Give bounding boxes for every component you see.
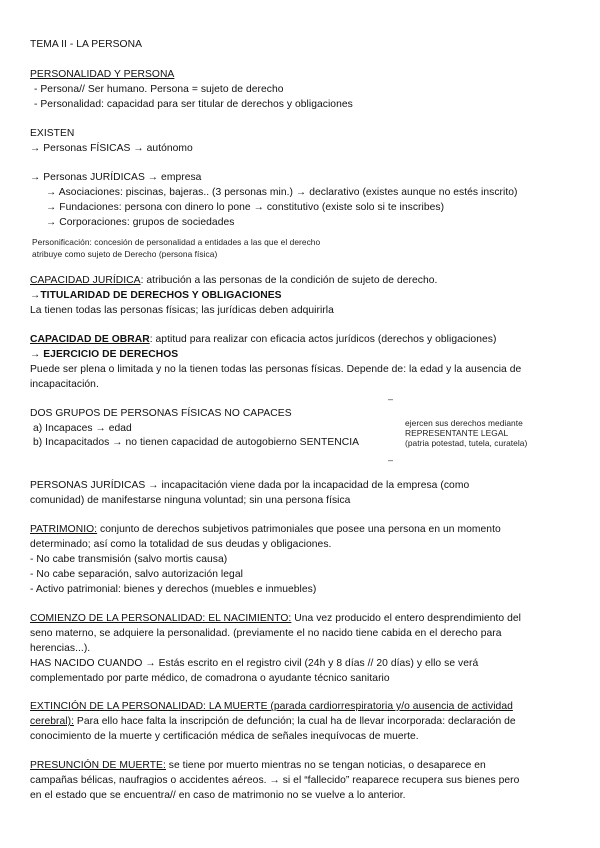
capacidad-juridica-text: : atribución a las personas de la condición de sujeto de derecho.: [140, 275, 438, 286]
extincion-detail: conocimiento de la muerte y certificación médica de señales inequívocas de muerte.: [30, 731, 419, 742]
ejercicio-line: → EJERCICIO DE DERECHOS: [30, 349, 179, 360]
personas-juridicas-incapacitacion: comunidad) de manifestarse ninguna voluntad; sin una persona física: [30, 495, 351, 506]
patrimonio-item: - No cabe separación, salvo autorización legal: [30, 569, 243, 580]
comienzo-heading: COMIENZO DE LA PERSONALIDAD: EL NACIMIENTO:: [30, 613, 292, 624]
patrimonio-heading: PATRIMONIO:: [30, 524, 98, 535]
personificacion-note: Personificación: concesión de personalidad a entidades a las que el derecho: [32, 237, 321, 247]
personas-juridicas-incapacitacion: PERSONAS JURÍDICAS → incapacitación viene dada por la incapacidad de la empresa (como: [30, 480, 470, 491]
comienzo-detail: herencias...).: [30, 643, 91, 654]
extincion-heading-cont: cerebral):: [30, 716, 74, 727]
personalidad-heading: PERSONALIDAD Y PERSONA: [30, 69, 175, 80]
personalidad-item: - Personalidad: capacidad para ser titular de derechos y obligaciones: [34, 99, 353, 110]
page-title: TEMA II - LA PERSONA: [30, 39, 143, 50]
patrimonio-detail: determinado; así como la totalidad de sus deudas y obligaciones.: [30, 539, 332, 550]
patrimonio-line: [30, 523, 501, 536]
presuncion-detail: en el estado que se encuentra// en caso de matrimonio no se vuelve a lo anterior.: [30, 790, 406, 801]
grupo-b: b) Incapacitados → no tienen capacidad de autogobierno SENTENCIA: [33, 437, 360, 448]
patrimonio-item: - Activo patrimonial: bienes y derechos (muebles e inmuebles): [30, 584, 317, 595]
representante-note: ejercen sus derechos mediante: [405, 418, 523, 428]
personalidad-item: - Persona// Ser humano. Persona = sujeto de derecho: [34, 84, 284, 95]
capacidad-juridica-line: [30, 274, 437, 287]
capacidad-obrar-heading: CAPACIDAD DE OBRAR: [30, 334, 150, 345]
capacidad-obrar-detail: Puede ser plena o limitada y no la tienen todas las personas físicas. Depende de: la edad y la ausencia de: [30, 364, 522, 375]
bracket-mark: –: [388, 394, 394, 404]
presuncion-line: [30, 759, 486, 772]
patrimonio-text: conjunto de derechos subjetivos patrimoniales que posee una persona en un momento: [97, 524, 501, 535]
capacidad-obrar-line: [30, 333, 496, 346]
personas-juridicas-line: → Personas JURÍDICAS → empresa: [30, 172, 202, 183]
capacidad-juridica-detail: La tienen todas las personas físicas; las jurídicas deben adquirirla: [30, 305, 334, 316]
comienzo-line: [30, 612, 521, 625]
personas-fisicas-line: → Personas FÍSICAS → autónomo: [30, 143, 193, 154]
juridicas-subitem: → Corporaciones: grupos de sociedades: [46, 217, 235, 228]
capacidad-obrar-text: : aptitud para realizar con eficacia actos jurídicos (derechos y obligaciones): [149, 334, 497, 345]
juridicas-subitem: → Asociaciones: piscinas, bajeras.. (3 personas min.) → declarativo (existes aunque no estés inscrito): [46, 187, 518, 198]
extincion-line: [30, 715, 516, 728]
extincion-heading: EXTINCIÓN DE LA PERSONALIDAD: LA MUERTE (parada cardiorrespiratoria y/o ausencia de actividad: [30, 701, 513, 712]
presuncion-detail: campañas bélicas, naufragios o accidentes aéreos. → si el “fallecido” reaparece recupera sus bienes pero: [30, 775, 520, 786]
representante-note: (patria potestad, tutela, curatela): [405, 438, 528, 448]
personificacion-note: atribuye como sujeto de Derecho (persona física): [32, 249, 218, 259]
representante-note: REPRESENTANTE LEGAL: [405, 428, 509, 438]
titularidad-line: →TITULARIDAD DE DERECHOS Y OBLIGACIONES: [30, 290, 282, 301]
bracket-mark: –: [388, 455, 394, 465]
juridicas-subitem: → Fundaciones: persona con dinero lo pone → constitutivo (existe solo si te inscribes): [46, 202, 445, 213]
extincion-text: Para ello hace falta la inscripción de defunción; la cual ha de llevar incorporada: declaración de: [74, 716, 516, 727]
presuncion-text: se tiene por muerto mientras no se tengan noticias, o desaparece en: [165, 760, 486, 771]
presuncion-heading: PRESUNCIÓN DE MUERTE:: [30, 760, 166, 771]
comienzo-detail: seno materno, se adquiere la personalidad. (previamente el no nacido tiene cabida en el derecho para: [30, 628, 502, 639]
nacido-line: HAS NACIDO CUANDO → Estás escrito en el registro civil (24h y 8 días // 20 días) y ello se verá: [30, 658, 479, 669]
comienzo-text: Una vez producido el entero desprendimiento del: [291, 613, 521, 624]
nacido-detail: complementado por parte médico, de comadrona o ayudante técnico sanitario: [30, 673, 390, 684]
existen-heading: EXISTEN: [30, 128, 75, 139]
capacidad-juridica-heading: CAPACIDAD JURÍDICA: [30, 275, 141, 286]
capacidad-obrar-detail: incapacitación.: [30, 379, 99, 390]
patrimonio-item: - No cabe transmisión (salvo mortis causa): [30, 554, 228, 565]
grupo-a: a) Incapaces → edad: [33, 423, 132, 434]
grupos-heading: DOS GRUPOS DE PERSONAS FÍSICAS NO CAPACES: [30, 408, 292, 419]
